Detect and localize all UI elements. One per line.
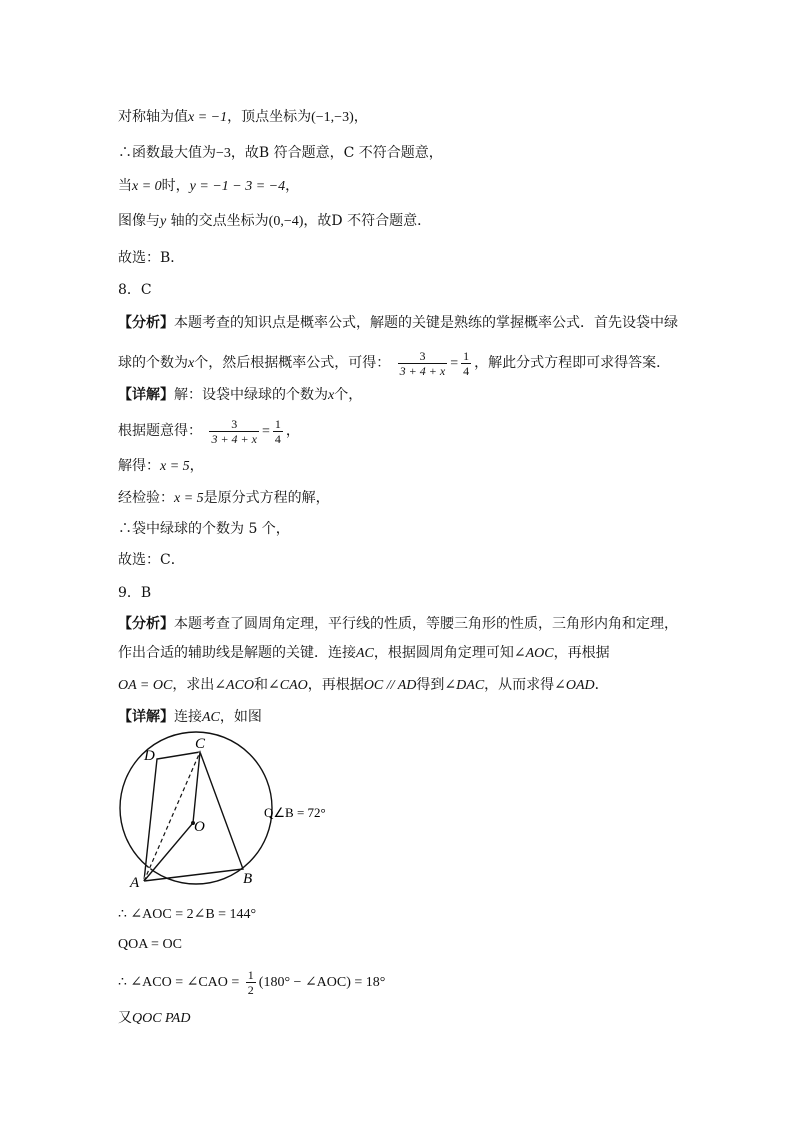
- circle: [120, 732, 272, 884]
- math-expression: −3: [216, 146, 231, 161]
- text-line-12: [118, 488, 330, 509]
- text: 个，然后根据概率公式，可得：: [194, 355, 391, 371]
- fraction: [246, 968, 256, 997]
- text-line-13: [118, 519, 290, 539]
- text-line-14: [118, 550, 185, 570]
- text: 是原分式方程的解，: [203, 490, 330, 506]
- fraction-denominator: 4: [274, 431, 281, 446]
- text: ∴袋中绿球的个数为 5 个，: [118, 521, 290, 537]
- fraction: [398, 349, 448, 378]
- question-number-9: [118, 583, 151, 603]
- text: 对称轴为值: [118, 109, 188, 125]
- text: 图像与: [118, 213, 160, 229]
- math-expression: y = −1 − 3 = −4: [189, 179, 286, 194]
- text: ，根据圆周角定理可知: [373, 645, 514, 661]
- text: 经检验：: [118, 490, 174, 506]
- math-expression: (180° − ∠AOC) = 18°: [258, 975, 386, 990]
- section-bracket: 【分析】: [118, 315, 174, 331]
- text-line-18: [118, 675, 609, 696]
- text-line-10: [118, 414, 300, 449]
- math-expression: QOA = OC: [118, 937, 182, 952]
- section-bracket: 【分析】: [118, 616, 174, 632]
- text: 连接: [174, 709, 202, 725]
- text: ，故B 符合题意，C 不符合题意，: [230, 145, 443, 161]
- fraction-denominator: 3 + 4 + x: [399, 363, 446, 378]
- math-expression: OC // AD: [363, 678, 417, 693]
- math-expression: ∠DAC: [444, 678, 485, 693]
- text: ．: [594, 677, 609, 693]
- fraction-denominator: 2: [247, 983, 254, 998]
- section-bracket: 【详解】: [118, 387, 174, 403]
- fraction-numerator: 1: [274, 416, 281, 431]
- text: 作出合适的辅助线是解题的关键．连接: [118, 645, 356, 661]
- label-c: C: [195, 736, 206, 752]
- math-expression: x = 5: [160, 459, 190, 474]
- fraction: [273, 417, 283, 446]
- text: 球的个数为: [118, 355, 188, 371]
- fraction-denominator: 3 + 4 + x: [211, 431, 257, 446]
- text-line-23: [118, 1008, 190, 1029]
- math-expression: y: [160, 214, 167, 229]
- text: ，再根据: [553, 645, 610, 661]
- math-expression: x = 0: [132, 179, 162, 194]
- math-expression: x = −1: [188, 110, 228, 125]
- text-line-21: [118, 935, 182, 955]
- fraction-numerator: 3: [231, 416, 238, 431]
- text: ，: [353, 109, 368, 125]
- text: 得到: [416, 677, 445, 693]
- text: 时，: [161, 178, 190, 194]
- text: ，故D 不符合题意．: [303, 213, 432, 229]
- text: 又: [118, 1010, 132, 1026]
- fraction-numerator: 1: [247, 968, 254, 983]
- text: ，解此分式方程即可求得答案．: [474, 355, 671, 371]
- text-line-1: [118, 107, 368, 128]
- math-expression: ∴ ∠ACO = ∠CAO =: [118, 975, 243, 990]
- math-expression: AC: [356, 646, 374, 661]
- fraction-numerator: 3: [419, 348, 426, 363]
- text: ，求出: [172, 677, 215, 693]
- math-expression: x = 5: [174, 491, 204, 506]
- text: ，顶点坐标为: [227, 109, 312, 125]
- text-line-8: [118, 346, 670, 381]
- equals-sign: =: [261, 424, 270, 439]
- analysis-line-9: [118, 614, 678, 634]
- text: ，: [285, 423, 300, 439]
- detail-line-9: [118, 707, 262, 728]
- text: ，再根据: [307, 677, 364, 693]
- fraction-denominator: 4: [463, 363, 470, 378]
- text: 个，: [334, 387, 363, 403]
- question-number-8: [118, 280, 152, 300]
- fraction: [461, 349, 471, 378]
- math-expression: AC: [202, 710, 220, 725]
- text: ，: [189, 458, 204, 474]
- math-expression: QOC PAD: [132, 1011, 191, 1026]
- section-bracket: 【详解】: [118, 709, 174, 725]
- math-expression: OA = OC: [118, 678, 173, 693]
- text: 解得：: [118, 458, 160, 474]
- text: 根据题意得：: [118, 423, 202, 439]
- fraction: [209, 417, 259, 446]
- text: ，从而求得: [484, 677, 555, 693]
- text: 故选：C．: [118, 552, 185, 568]
- text: ∴函数最大值为: [118, 145, 216, 161]
- math-expression: ∴ ∠AOC = 2∠B = 144°: [118, 907, 257, 922]
- math-expression: ∠CAO: [268, 678, 308, 693]
- text: 解：设袋中绿球的个数为: [174, 387, 328, 403]
- geometry-figure: [110, 730, 350, 890]
- label-b: B: [243, 871, 253, 887]
- math-expression: x: [188, 356, 195, 371]
- text: ，如图: [219, 709, 262, 725]
- label-d: D: [144, 748, 155, 764]
- text: 本题考查了圆周角定理，平行线的性质，等腰三角形的性质，三角形内角和定理，: [174, 616, 678, 632]
- text: 9．B: [118, 585, 152, 601]
- label-o: O: [194, 819, 205, 835]
- text: 轴的交点坐标为: [166, 213, 269, 229]
- text-line-4: [118, 211, 431, 232]
- text-line-5: [118, 248, 184, 268]
- angle-note: Q∠B = 72°: [264, 805, 326, 820]
- math-expression: ∠AOC: [513, 646, 554, 661]
- text-line-2: [118, 143, 443, 164]
- math-expression: ∠OAD: [554, 678, 595, 693]
- text: 和: [254, 677, 269, 693]
- text-line-20: [118, 905, 256, 925]
- math-expression: ∠ACO: [214, 678, 255, 693]
- math-expression: x: [328, 388, 335, 403]
- dashed-segment-ac: [144, 752, 200, 881]
- equals-sign: =: [450, 356, 459, 371]
- text-line-17: [118, 643, 610, 664]
- text-line-3: [118, 176, 299, 197]
- fraction-numerator: 1: [463, 348, 470, 363]
- text-line-11: [118, 456, 204, 477]
- label-a: A: [130, 875, 140, 890]
- text: 故选：B．: [118, 250, 185, 266]
- text: 本题考查的知识点是概率公式，解题的关键是熟练的掌握概率公式．首先设袋中绿: [174, 315, 678, 331]
- detail-line-8: [118, 385, 362, 406]
- analysis-line-8: [118, 313, 678, 333]
- math-expression: (−1,−3): [311, 110, 354, 125]
- text: 8．C: [118, 282, 152, 298]
- text: 当: [118, 178, 132, 194]
- text-line-22: [118, 966, 385, 1000]
- math-expression: (0,−4): [268, 214, 304, 229]
- text: ，: [285, 178, 300, 194]
